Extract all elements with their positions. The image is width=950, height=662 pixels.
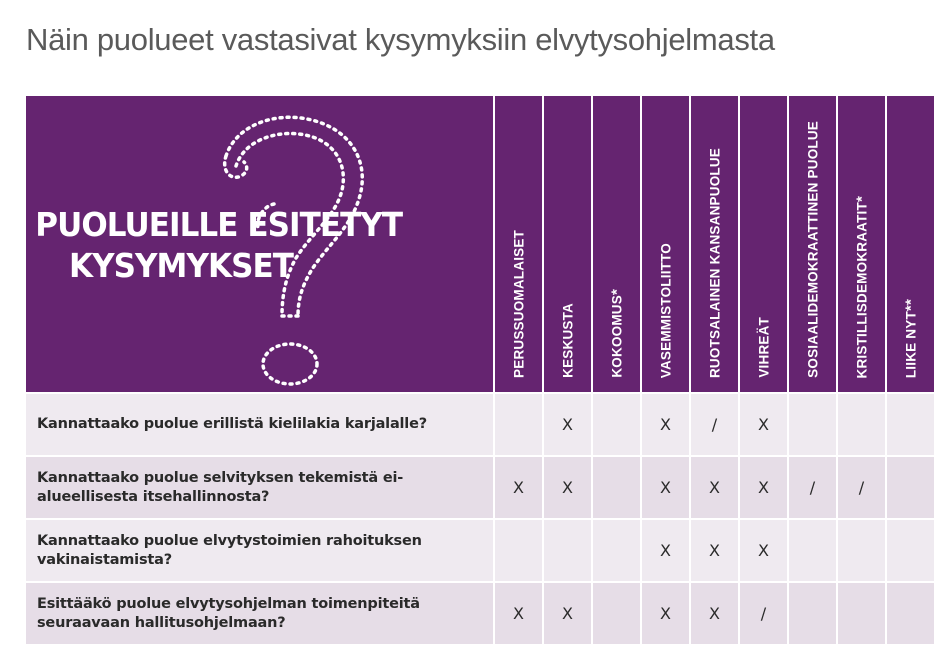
party-name: KRISTILLISDEMOKRAATIT (854, 201, 869, 378)
answer-cell (887, 520, 934, 581)
party-label (853, 196, 870, 378)
answer-cell (838, 583, 885, 644)
answer-cell: X (740, 457, 787, 518)
party-name: RUOTSALAINEN KANSANPUOLUE (707, 147, 722, 378)
answer-cell: X (544, 394, 591, 455)
party-label (559, 303, 576, 378)
answer-cell: X (740, 394, 787, 455)
answer-cell (593, 457, 640, 518)
answer-cell: / (740, 583, 787, 644)
header-title-line-2: KYSYMYKSET (69, 246, 293, 285)
answer-cell: X (691, 583, 738, 644)
answer-cell (838, 394, 885, 455)
party-name: KESKUSTA (560, 303, 575, 378)
party-label (755, 317, 772, 378)
answer-cell (887, 394, 934, 455)
answer-cell: X (691, 457, 738, 518)
party-column-header (789, 96, 836, 392)
answer-cell: / (838, 457, 885, 518)
party-answers-table (26, 96, 919, 637)
party-footnote-mark: * (853, 195, 870, 202)
party-column-header (838, 96, 885, 392)
party-label (657, 243, 674, 378)
question-cell: Esittääkö puolue elvytysohjelman toimenpiteitä seuraavaan hallitusohjelmaan? (26, 583, 493, 644)
question-cell: Kannattaako puolue selvityksen tekemistä ei-alueellisesta itsehallinnosta? (26, 457, 493, 518)
answer-cell: X (495, 457, 542, 518)
party-label (510, 230, 527, 378)
question-cell: Kannattaako puolue elvytystoimien rahoituksen vakinaistamista? (26, 520, 493, 581)
answer-cell (789, 394, 836, 455)
answer-cell (593, 583, 640, 644)
answer-cell (544, 520, 591, 581)
party-label (804, 121, 821, 378)
answer-cell: X (642, 583, 689, 644)
answer-cell: X (691, 520, 738, 581)
answer-cell (838, 520, 885, 581)
answer-cell (593, 520, 640, 581)
answer-cell (789, 520, 836, 581)
answer-cell (887, 583, 934, 644)
party-footnote-mark: ** (902, 298, 919, 311)
answer-cell (495, 520, 542, 581)
answer-cell: X (495, 583, 542, 644)
answer-cell: X (642, 394, 689, 455)
answer-cell: / (789, 457, 836, 518)
party-label (608, 289, 625, 378)
party-name: VIHREÄT (756, 317, 771, 378)
answer-cell: X (544, 457, 591, 518)
party-name: LIIKE NYT (903, 310, 918, 378)
party-name: SOSIAALIDEMOKRAATTINEN PUOLUE (805, 121, 820, 378)
party-label (902, 299, 919, 378)
answer-cell: X (740, 520, 787, 581)
answer-cell: X (544, 583, 591, 644)
answer-cell (495, 394, 542, 455)
questions-header (26, 96, 493, 392)
party-column-header (691, 96, 738, 392)
party-footnote-mark: * (608, 289, 625, 296)
question-cell: Kannattaako puolue erillistä kielilakia karjalalle? (26, 394, 493, 455)
party-column-header (740, 96, 787, 392)
party-name: KOKOOMUS (609, 295, 624, 378)
answer-cell (789, 583, 836, 644)
header-title (35, 204, 403, 286)
party-name: PERUSSUOMALAISET (511, 230, 526, 378)
party-column-header (593, 96, 640, 392)
party-name: VASEMMISTOLIITTO (658, 242, 673, 378)
answer-cell (887, 457, 934, 518)
party-column-header (887, 96, 934, 392)
party-column-header (642, 96, 689, 392)
party-column-header (495, 96, 542, 392)
answer-cell: / (691, 394, 738, 455)
answer-cell: X (642, 457, 689, 518)
answer-cell (593, 394, 640, 455)
page-title: Näin puolueet vastasivat kysymyksiin elvytysohjelmasta (26, 22, 775, 57)
party-label (706, 148, 723, 378)
answer-cell: X (642, 520, 689, 581)
party-column-header (544, 96, 591, 392)
header-title-line-1: PUOLUEILLE ESITETYT (35, 205, 403, 244)
